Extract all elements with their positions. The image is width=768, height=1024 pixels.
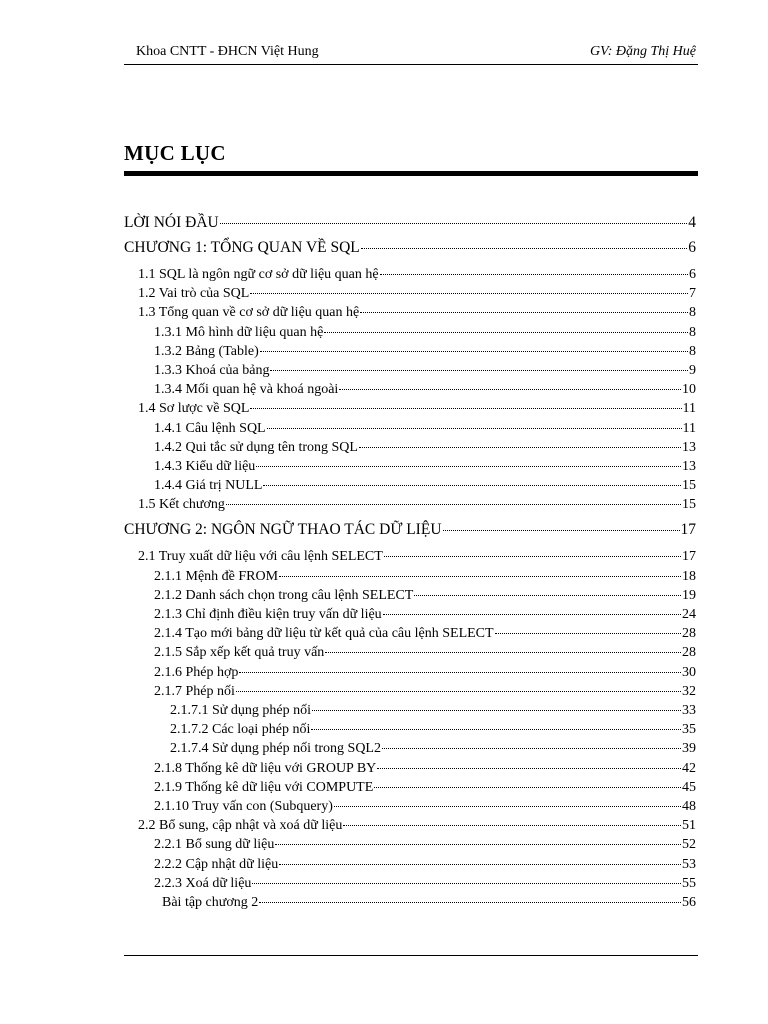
toc-entry-page: 11 <box>682 401 696 417</box>
toc-entry-page: 32 <box>682 683 696 699</box>
toc-entry-page: 48 <box>682 799 696 814</box>
page-header <box>124 42 698 65</box>
toc-leader-dots <box>312 710 681 711</box>
toc-entry-title: 2.1.2 Danh sách chọn trong câu lệnh SELECT <box>154 587 414 603</box>
toc-entry-title: 2.1.8 Thống kê dữ liệu với GROUP BY <box>154 760 377 776</box>
toc-entry-title: 1.3.2 Bảng (Table) <box>154 343 259 359</box>
toc-entry[interactable] <box>154 477 696 495</box>
toc-entry-page: 30 <box>682 664 696 680</box>
toc-entry-title: 1.5 Kết chương <box>138 497 225 513</box>
toc-entry[interactable] <box>154 343 696 361</box>
toc-entry-page: 15 <box>682 497 696 513</box>
toc-entry-title: CHƯƠNG 1: TỔNG QUAN VỀ SQL <box>124 239 360 256</box>
toc-entry-page: 51 <box>682 818 696 834</box>
toc-entry-title: 2.1.6 Phép hợp <box>154 664 239 680</box>
toc-entry-title: LỜI NÓI ĐẦU <box>124 214 219 231</box>
toc-entry-page: 19 <box>682 587 696 603</box>
toc-entry-page: 28 <box>682 626 696 642</box>
toc-entry-page: 6 <box>688 239 696 256</box>
toc-leader-dots <box>250 293 688 294</box>
toc-entry[interactable] <box>170 721 696 739</box>
toc-leader-dots <box>226 504 681 505</box>
toc-entry[interactable] <box>154 587 696 605</box>
toc-leader-dots <box>311 729 681 730</box>
toc-leader-dots <box>324 332 688 333</box>
toc-entry-title: 1.1 SQL là ngôn ngữ cơ sở dữ liệu quan hệ <box>138 267 379 282</box>
toc-leader-dots <box>239 672 681 673</box>
toc-entry[interactable] <box>154 439 696 457</box>
toc-entry[interactable] <box>154 760 696 778</box>
toc-entry-page: 4 <box>688 214 696 231</box>
toc-leader-dots <box>279 864 681 865</box>
toc-entry-page: 17 <box>680 521 696 539</box>
toc-entry-page: 45 <box>682 779 696 795</box>
toc-entry[interactable] <box>138 496 696 514</box>
toc-entry[interactable] <box>138 304 696 322</box>
toc-entry-page: 15 <box>682 478 696 494</box>
toc-entry-page: 10 <box>682 382 696 398</box>
toc-entry-title: 2.1.5 Sắp xếp kết quả truy vấn <box>154 645 325 661</box>
toc-leader-dots <box>236 691 681 692</box>
title-divider <box>124 171 698 176</box>
toc-entry-title: 1.3.3 Khoá của bảng <box>154 363 270 378</box>
toc-entry-title: 2.1.7.1 Sử dụng phép nối <box>170 703 311 718</box>
toc-leader-dots <box>380 274 688 275</box>
toc-entry-page: 24 <box>682 607 696 622</box>
toc-entry-page: 11 <box>682 420 696 436</box>
toc-entry[interactable] <box>154 836 696 854</box>
toc-entry-title: Bài tập chương 2 <box>162 895 259 910</box>
toc-entry-title: 1.4.2 Qui tắc sử dụng tên trong SQL <box>154 439 358 455</box>
toc-leader-dots <box>263 485 681 486</box>
toc-leader-dots <box>414 595 681 596</box>
toc-entry[interactable] <box>170 702 696 720</box>
toc-leader-dots <box>275 844 681 845</box>
toc-entry[interactable] <box>154 856 696 874</box>
toc-leader-dots <box>382 748 681 749</box>
toc-entry-title: 1.2 Vai trò của SQL <box>138 286 250 302</box>
footer-divider <box>124 955 698 956</box>
header-department: Khoa CNTT - ĐHCN Việt Hung <box>136 44 319 59</box>
toc-entry[interactable] <box>124 521 696 539</box>
toc-leader-dots <box>256 466 681 467</box>
toc-entry[interactable] <box>138 817 696 835</box>
toc-entry-page: 8 <box>689 305 696 321</box>
toc-leader-dots <box>325 652 681 653</box>
toc-entry-page: 52 <box>682 837 696 853</box>
toc-leader-dots <box>443 530 680 531</box>
toc-entry-title: 2.1.7 Phép nối <box>154 683 235 699</box>
toc-entry-title: 2.1.7.4 Sử dụng phép nối trong SQL2 <box>170 741 381 757</box>
toc-entry-title: 1.3.1 Mô hình dữ liệu quan hệ <box>154 324 324 340</box>
toc-entry[interactable] <box>154 458 696 476</box>
toc-entry[interactable] <box>154 798 696 816</box>
toc-leader-dots <box>270 370 688 371</box>
toc-entry[interactable] <box>138 266 696 284</box>
toc-leader-dots <box>383 614 681 615</box>
toc-leader-dots <box>267 428 682 429</box>
toc-entry[interactable] <box>170 740 696 758</box>
toc-entry-title: 2.1.10 Truy vấn con (Subquery) <box>154 799 333 814</box>
toc-entry[interactable] <box>154 362 696 380</box>
toc-entry-page: 18 <box>682 568 696 584</box>
toc-entry-page: 9 <box>689 363 696 378</box>
header-author: GV: Đặng Thị Huệ <box>589 44 696 59</box>
toc-entry[interactable] <box>154 324 696 342</box>
toc-entry-title: 2.2.3 Xoá dữ liệu <box>154 875 252 891</box>
toc-entry-title: 1.3 Tổng quan về cơ sở dữ liệu quan hệ <box>138 305 360 321</box>
toc-leader-dots <box>384 556 681 557</box>
toc-entry-page: 17 <box>682 549 696 565</box>
toc-entry[interactable] <box>154 381 696 399</box>
toc-entry[interactable] <box>124 214 696 232</box>
toc-leader-dots <box>260 351 688 352</box>
toc-entry-page: 42 <box>682 760 696 776</box>
toc-entry[interactable] <box>138 400 696 418</box>
toc-leader-dots <box>279 576 681 577</box>
toc-entry-title: 2.1 Truy xuất dữ liệu với câu lệnh SELECT <box>138 549 383 565</box>
toc-entry-title: 2.1.3 Chỉ định điều kiện truy vấn dữ liệu <box>154 607 382 622</box>
toc-entry[interactable] <box>154 875 696 893</box>
toc-entry-title: 2.1.9 Thống kê dữ liệu với COMPUTE <box>154 779 374 795</box>
toc-entry-page: 8 <box>689 324 696 340</box>
toc-entry[interactable] <box>154 606 696 624</box>
toc-entry-page: 13 <box>682 459 696 474</box>
toc-leader-dots <box>252 883 681 884</box>
toc-entry-title: 1.4 Sơ lược về SQL <box>138 401 250 417</box>
toc-entry-title: 1.4.4 Giá trị NULL <box>154 478 263 494</box>
toc-entry[interactable] <box>154 683 696 701</box>
toc-leader-dots <box>339 389 681 390</box>
toc-entry[interactable] <box>124 239 696 257</box>
toc-entry-title: 2.1.4 Tạo mới bảng dữ liệu từ kết quả của câu lệnh SELECT <box>154 626 494 642</box>
toc-entry[interactable] <box>154 779 696 797</box>
toc-leader-dots <box>359 447 681 448</box>
toc-entry-title: 2.1.1 Mệnh đề FROM <box>154 568 279 584</box>
toc-leader-dots <box>360 312 688 313</box>
toc-entry-page: 55 <box>682 875 696 891</box>
toc-leader-dots <box>361 248 687 249</box>
toc-entry-page: 56 <box>682 895 696 910</box>
toc-entry-title: CHƯƠNG 2: NGÔN NGỮ THAO TÁC DỮ LIỆU <box>124 521 442 539</box>
toc-leader-dots <box>377 768 681 769</box>
toc-entry-page: 7 <box>689 286 696 302</box>
toc-entry-title: 2.1.7.2 Các loại phép nối <box>170 722 311 738</box>
toc-entry[interactable] <box>154 644 696 662</box>
toc-leader-dots <box>495 633 681 634</box>
toc-entry-title: 1.3.4 Mối quan hệ và khoá ngoài <box>154 382 339 398</box>
toc-entry-title: 2.2.1 Bổ sung dữ liệu <box>154 837 275 853</box>
toc-entry-title: 1.4.3 Kiểu dữ liệu <box>154 459 256 474</box>
toc-leader-dots <box>259 902 681 903</box>
toc-entry-page: 53 <box>682 856 696 872</box>
toc-leader-dots <box>343 825 681 826</box>
toc-entry[interactable] <box>154 664 696 682</box>
toc-entry[interactable] <box>154 420 696 438</box>
toc-leader-dots <box>334 806 681 807</box>
toc-leader-dots <box>250 408 681 409</box>
toc-entry-page: 33 <box>682 703 696 718</box>
toc-entry-page: 35 <box>682 722 696 738</box>
toc-entry-page: 6 <box>689 267 696 282</box>
toc-leader-dots <box>220 223 688 224</box>
toc-entry-page: 28 <box>682 645 696 661</box>
page-title: MỤC LỤC <box>124 141 226 165</box>
toc-entry-title: 2.2.2 Cập nhật dữ liệu <box>154 856 279 872</box>
toc-entry[interactable] <box>162 894 696 912</box>
toc-entry-title: 2.2 Bổ sung, cập nhật và xoá dữ liệu <box>138 818 343 834</box>
toc-entry-page: 13 <box>682 439 696 455</box>
toc-entry[interactable] <box>138 285 696 303</box>
toc-entry[interactable] <box>138 548 696 566</box>
toc-entry[interactable] <box>154 568 696 586</box>
toc-leader-dots <box>374 787 681 788</box>
toc-entry-page: 39 <box>682 741 696 757</box>
toc-entry[interactable] <box>154 625 696 643</box>
toc-entry-title: 1.4.1 Câu lệnh SQL <box>154 420 266 436</box>
toc-entry-page: 8 <box>689 343 696 359</box>
